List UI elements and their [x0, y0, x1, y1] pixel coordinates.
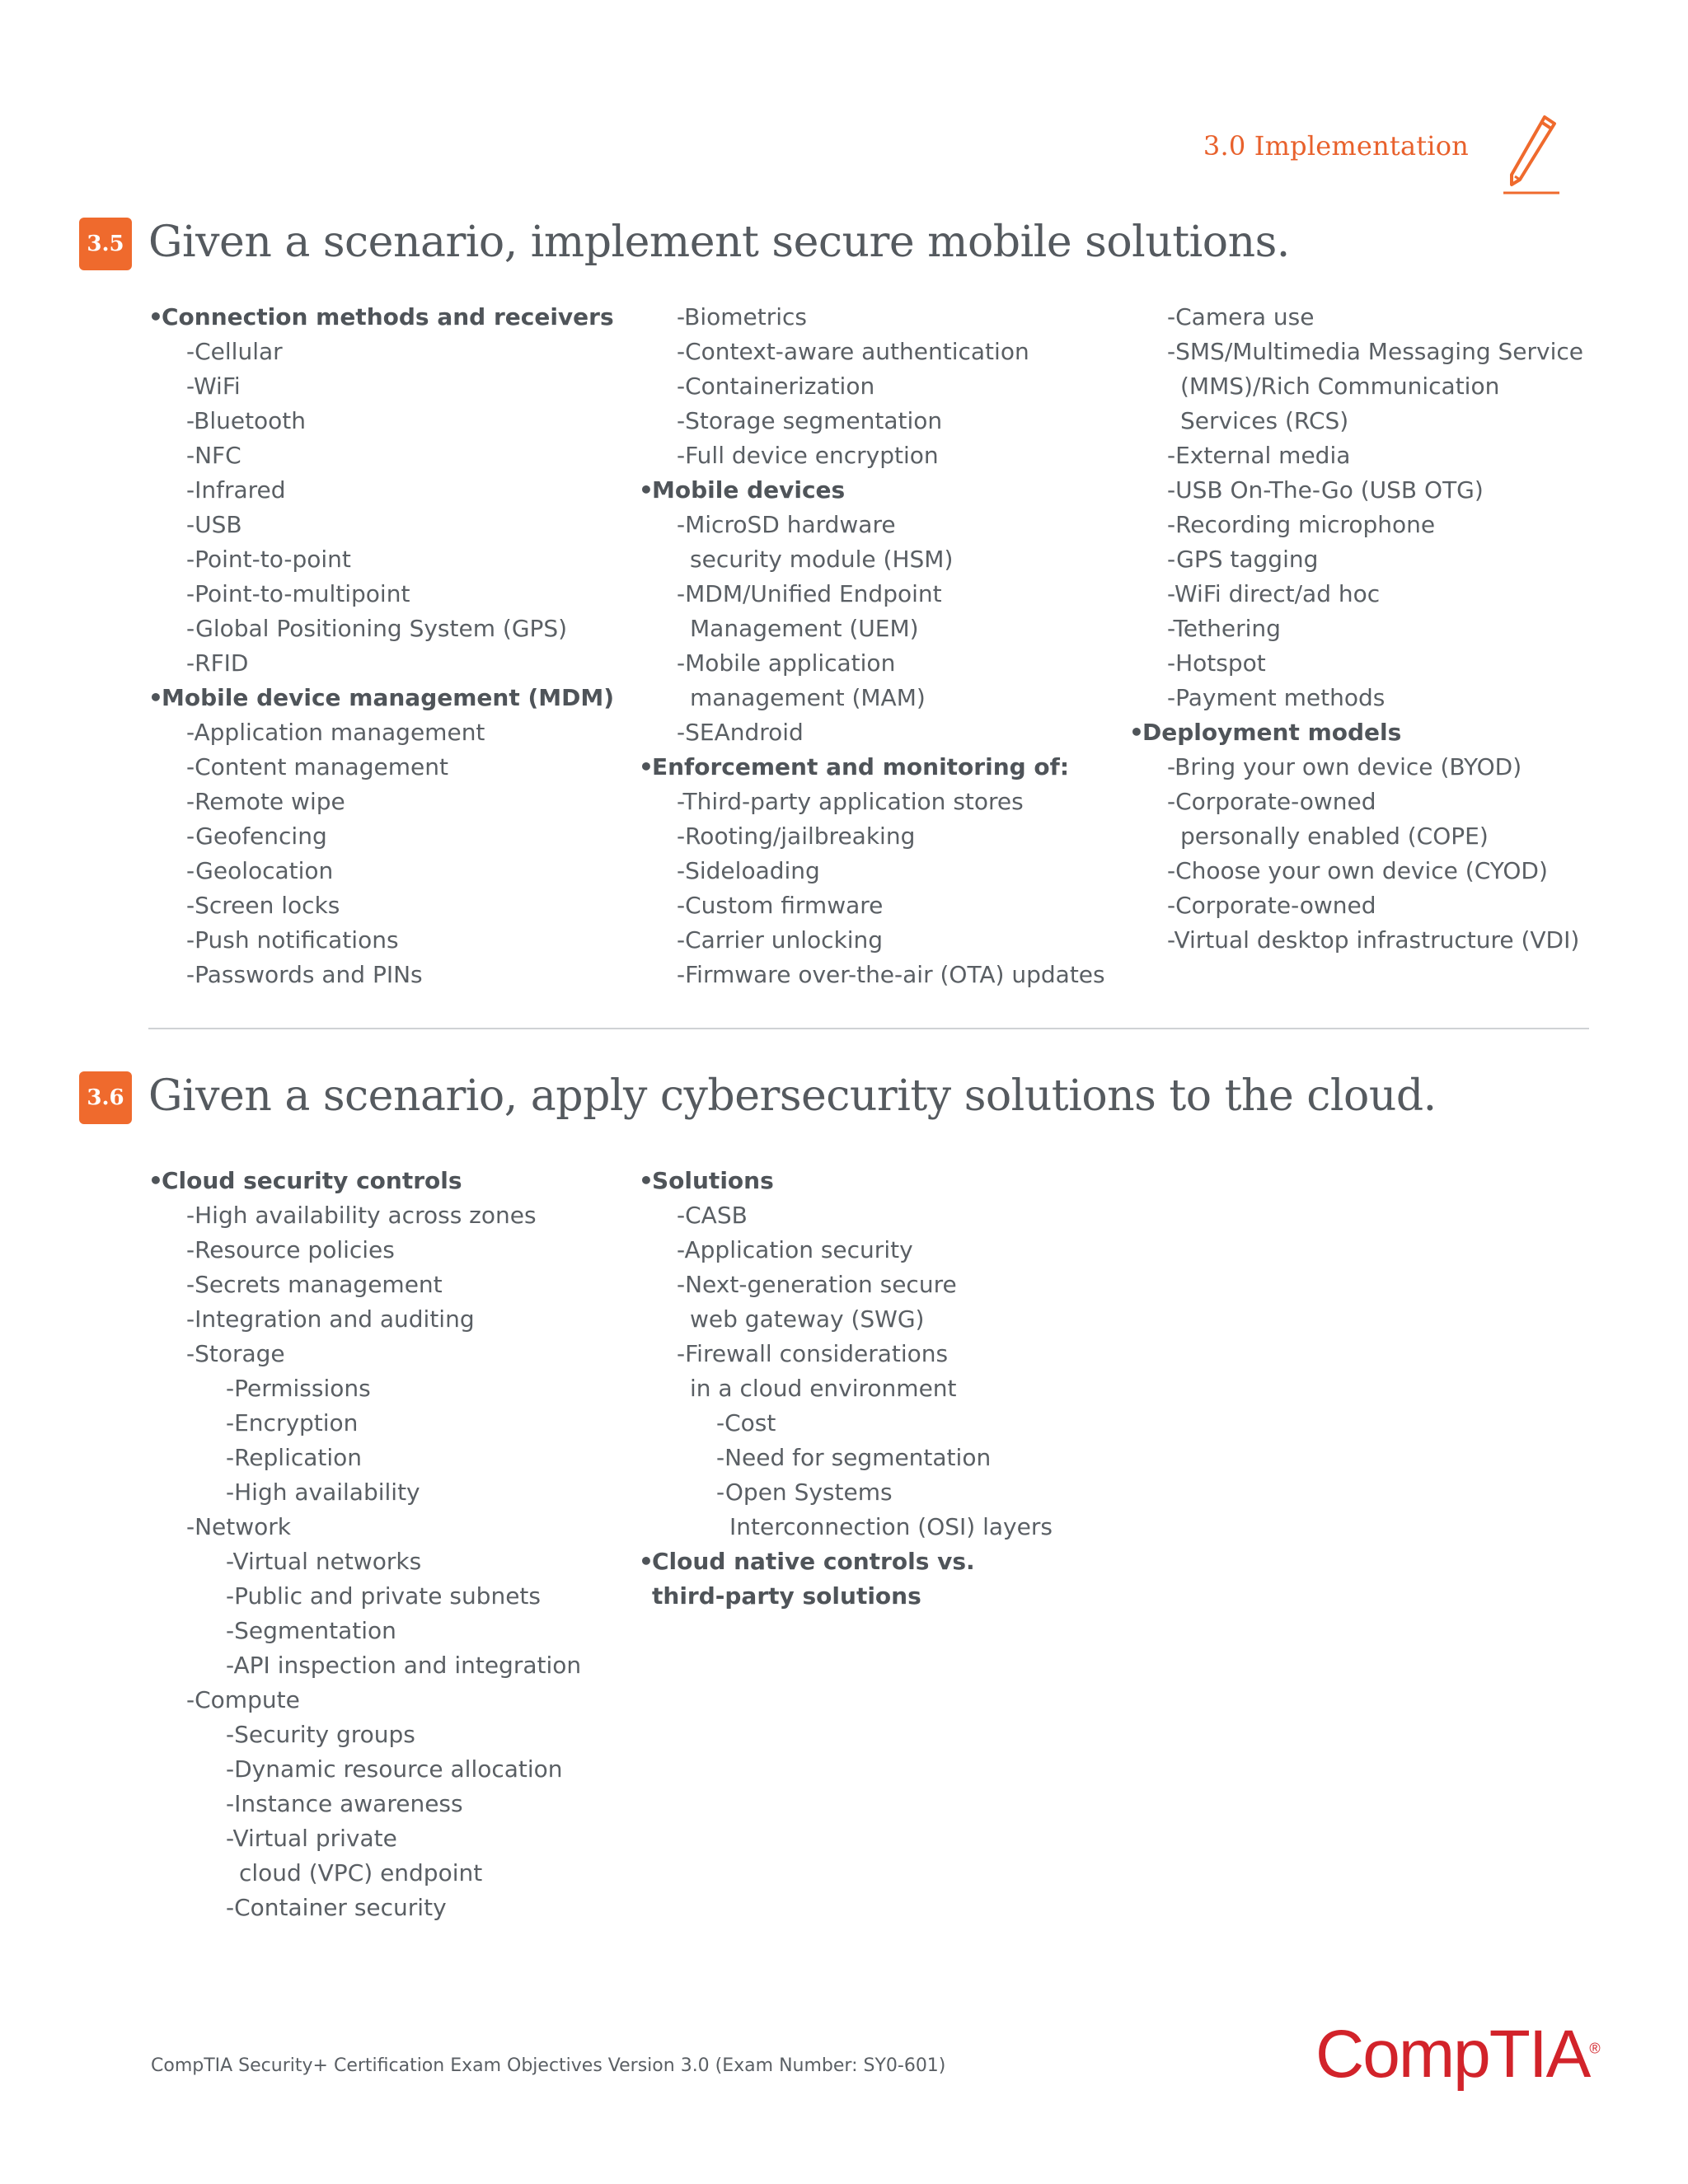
list-subitem: -Public and private subnets — [226, 1582, 541, 1610]
list-item: -Integration and auditing — [186, 1305, 475, 1333]
category-heading: •Solutions — [639, 1167, 774, 1194]
list-subitem: -Virtual networks — [226, 1548, 422, 1575]
list-subitem: -Need for segmentation — [716, 1444, 992, 1471]
list-item: -SMS/Multimedia Messaging Service — [1167, 338, 1583, 365]
objective-number-badge: 3.5 — [79, 218, 132, 270]
objective-title: Given a scenario, implement secure mobile solutions. — [148, 218, 1290, 267]
list-item: -High availability across zones — [186, 1202, 537, 1229]
list-subitem: -Instance awareness — [226, 1790, 463, 1817]
list-subitem: -Permissions — [226, 1375, 371, 1402]
list-item: -Firmware over-the-air (OTA) updates — [677, 961, 1105, 988]
objective-35-column-1 — [148, 300, 614, 992]
list-item: -Choose your own device (CYOD) — [1167, 857, 1548, 884]
list-item: -Network — [186, 1513, 292, 1540]
objective-35-column-3 — [1129, 300, 1583, 958]
list-item: -Context-aware authentication — [677, 338, 1029, 365]
list-item: -USB — [186, 511, 242, 538]
list-item: -Corporate-owned — [1167, 892, 1376, 919]
list-item: -Containerization — [677, 373, 875, 400]
list-item: -Recording microphone — [1167, 511, 1436, 538]
objective-36-column-2 — [639, 1164, 1053, 1614]
list-item-continuation: Management (UEM) — [690, 615, 919, 642]
list-item: -Geofencing — [186, 823, 327, 850]
list-item: -Resource policies — [186, 1236, 395, 1263]
objective-title: Given a scenario, apply cybersecurity solutions to the cloud. — [148, 1071, 1437, 1121]
list-subitem: -High availability — [226, 1479, 420, 1506]
list-item-continuation: Services (RCS) — [1180, 407, 1349, 434]
list-item: -MDM/Unified Endpoint — [677, 580, 942, 607]
objective-35-column-2 — [639, 300, 1105, 992]
list-item: -Tethering — [1167, 615, 1281, 642]
list-item: -Application management — [186, 719, 485, 746]
list-item: -Hotspot — [1167, 649, 1266, 677]
list-item: -Passwords and PINs — [186, 961, 423, 988]
list-item: -Remote wipe — [186, 788, 345, 815]
list-item: -Bring your own device (BYOD) — [1167, 753, 1522, 780]
list-item: -Next-generation secure — [677, 1271, 957, 1298]
list-item: -Compute — [186, 1686, 300, 1713]
list-subitem-continuation: Interconnection (OSI) layers — [729, 1513, 1053, 1540]
list-item: -Cellular — [186, 338, 283, 365]
section-divider — [148, 1028, 1589, 1029]
list-item-continuation: in a cloud environment — [690, 1375, 957, 1402]
logo-text: CompTIA — [1315, 2017, 1590, 2092]
list-item: -Full device encryption — [677, 442, 939, 469]
list-item: -Mobile application — [677, 649, 896, 677]
footer-text: CompTIA Security+ Certification Exam Objectives Version 3.0 (Exam Number: SY0-601) — [151, 2055, 946, 2076]
list-subitem: -Cost — [716, 1409, 776, 1436]
list-subitem-continuation: cloud (VPC) endpoint — [239, 1859, 483, 1886]
category-heading: •Connection methods and receivers — [148, 303, 614, 330]
list-item: -MicroSD hardware — [677, 511, 896, 538]
category-heading-continuation: third-party solutions — [652, 1582, 921, 1610]
list-item: -Geolocation — [186, 857, 334, 884]
objective-36-column-1 — [148, 1164, 581, 1925]
list-subitem: -Open Systems — [716, 1479, 893, 1506]
list-item: -WiFi direct/ad hoc — [1167, 580, 1381, 607]
list-item: -Third-party application stores — [677, 788, 1024, 815]
list-item: -Point-to-multipoint — [186, 580, 410, 607]
list-item: -CASB — [677, 1202, 748, 1229]
list-item: -Sideloading — [677, 857, 820, 884]
list-item: -Point-to-point — [186, 546, 351, 573]
list-subitem: -Segmentation — [226, 1617, 396, 1644]
list-item-continuation: (MMS)/Rich Communication — [1180, 373, 1500, 400]
list-item: -Carrier unlocking — [677, 926, 884, 954]
list-item: -WiFi — [186, 373, 241, 400]
list-subitem: -Security groups — [226, 1721, 415, 1748]
list-item: -Bluetooth — [186, 407, 307, 434]
list-item: -Corporate-owned — [1167, 788, 1376, 815]
list-item-continuation: web gateway (SWG) — [690, 1305, 925, 1333]
list-item: -Screen locks — [186, 892, 340, 919]
list-subitem: -Virtual private — [226, 1825, 397, 1852]
list-item: -Rooting/jailbreaking — [677, 823, 916, 850]
list-subitem: -Dynamic resource allocation — [226, 1755, 563, 1783]
list-item: -Infrared — [186, 476, 286, 504]
category-heading: •Mobile device management (MDM) — [148, 684, 615, 711]
list-item: -Push notifications — [186, 926, 399, 954]
list-item: -Camera use — [1167, 303, 1315, 330]
list-item-continuation: personally enabled (COPE) — [1180, 823, 1489, 850]
category-heading: •Enforcement and monitoring of: — [639, 753, 1070, 780]
list-subitem: -Encryption — [226, 1409, 359, 1436]
list-item: -Application security — [677, 1236, 913, 1263]
list-item: -Virtual desktop infrastructure (VDI) — [1167, 926, 1580, 954]
list-item: -Firewall considerations — [677, 1340, 949, 1367]
list-item: -Payment methods — [1167, 684, 1386, 711]
list-item: -Secrets management — [186, 1271, 443, 1298]
category-heading: •Cloud native controls vs. — [639, 1548, 975, 1575]
list-item-continuation: management (MAM) — [690, 684, 926, 711]
list-subitem: -Replication — [226, 1444, 363, 1471]
list-item: -RFID — [186, 649, 249, 677]
list-item-continuation: security module (HSM) — [690, 546, 954, 573]
registered-mark: ® — [1589, 2040, 1601, 2057]
list-item: -Storage — [186, 1340, 285, 1367]
list-item: -Content management — [186, 753, 448, 780]
list-item: -Storage segmentation — [677, 407, 943, 434]
list-item: -Custom firmware — [677, 892, 884, 919]
list-item: -Global Positioning System (GPS) — [186, 615, 568, 642]
list-subitem: -API inspection and integration — [226, 1652, 582, 1679]
category-heading: •Deployment models — [1129, 719, 1402, 746]
list-item: -SEAndroid — [677, 719, 804, 746]
category-heading: •Mobile devices — [639, 476, 846, 504]
list-item: -NFC — [186, 442, 241, 469]
list-item: -External media — [1167, 442, 1351, 469]
list-subitem: -Container security — [226, 1894, 447, 1921]
comptia-logo — [1315, 2016, 1601, 2093]
section-label: 3.0 Implementation — [1203, 130, 1469, 162]
category-heading: •Cloud security controls — [148, 1167, 462, 1194]
objective-number-badge: 3.6 — [79, 1071, 132, 1124]
list-item: -USB On-The-Go (USB OTG) — [1167, 476, 1484, 504]
pen-icon — [1502, 114, 1561, 196]
list-item: -GPS tagging — [1167, 546, 1319, 573]
list-item: -Biometrics — [677, 303, 807, 330]
